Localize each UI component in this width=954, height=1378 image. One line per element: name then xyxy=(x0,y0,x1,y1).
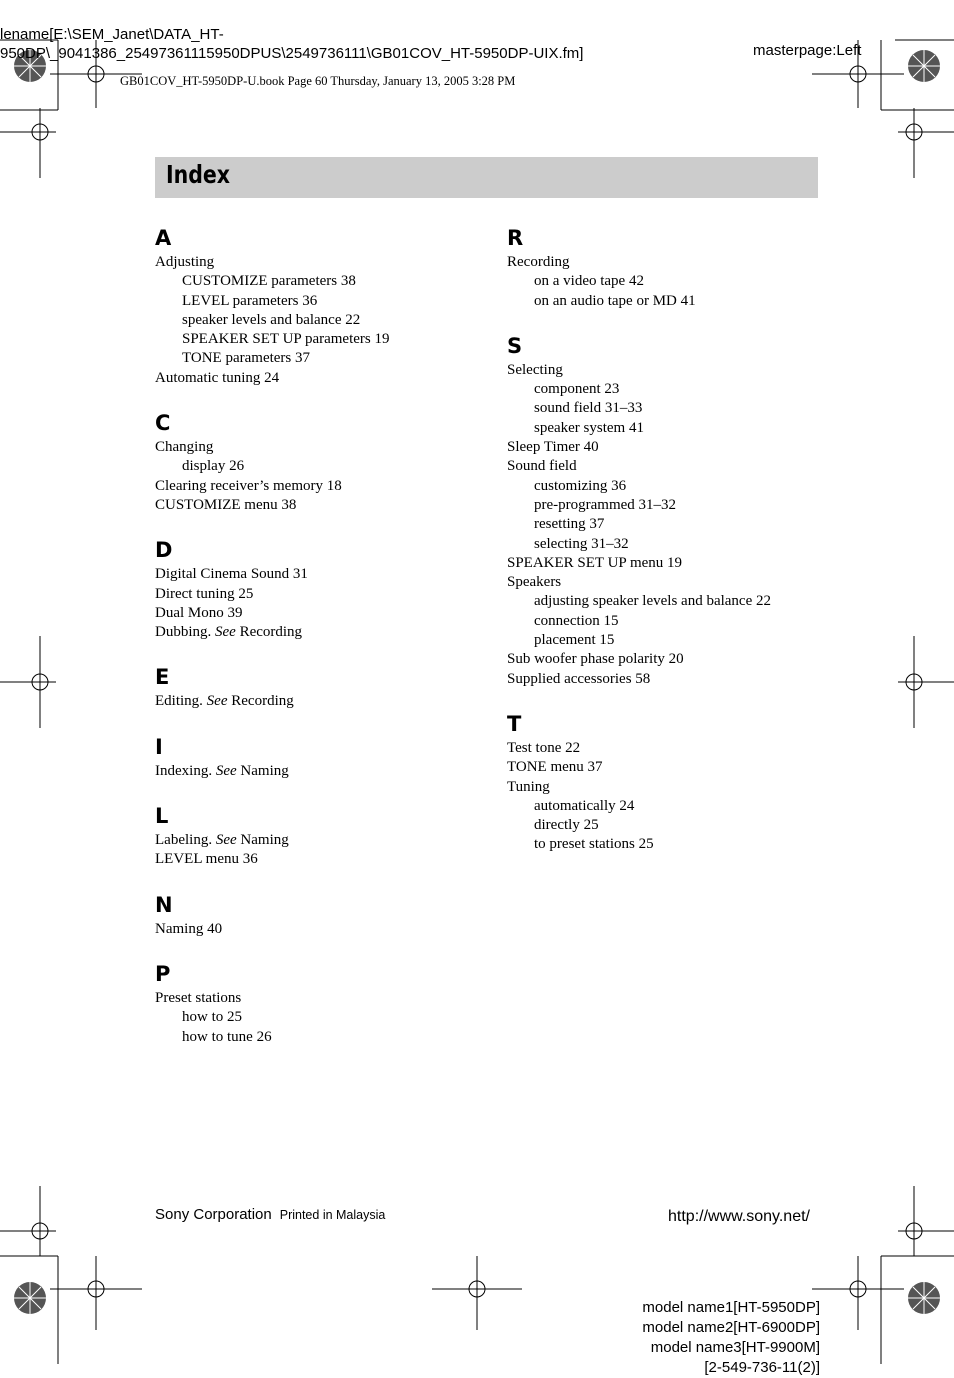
crosshair-bottom-right xyxy=(812,1256,904,1330)
index-column-right xyxy=(507,222,827,874)
crosshair-right-upper xyxy=(898,108,954,178)
index-entry: Preset stations xyxy=(155,989,242,1006)
section-letter: A xyxy=(155,226,172,250)
model-name-line: model name1[HT-5950DP] xyxy=(642,1299,820,1316)
crosshair-right-lower xyxy=(898,1186,954,1256)
index-subentry: LEVEL parameters 36 xyxy=(182,292,318,309)
index-subentry: sound field 31–33 xyxy=(534,400,643,417)
section-letter: C xyxy=(155,411,171,436)
crosshair-bottom-center xyxy=(432,1256,522,1330)
masterpage-label: masterpage:Left xyxy=(753,42,862,59)
filename-line-1: lename[E:\SEM_Janet\DATA_HT- xyxy=(0,26,224,43)
index-section-t xyxy=(507,708,827,855)
index-subentry: customizing 36 xyxy=(534,477,627,494)
section-letter: R xyxy=(507,226,524,250)
index-section-n xyxy=(155,889,475,939)
index-section-r xyxy=(507,222,827,311)
index-section-i xyxy=(155,731,475,781)
index-subentry: how to tune 26 xyxy=(182,1028,272,1045)
index-subentry: automatically 24 xyxy=(534,797,635,814)
filename-line-2: 950DP\_9041386_25497361115950DPUS\2549736111\GB01COV_HT-5950DP-UIX.fm] xyxy=(0,45,584,62)
index-entry: Dubbing. See Recording xyxy=(155,624,303,641)
index-entry: CUSTOMIZE menu 38 xyxy=(155,496,297,513)
index-entry: LEVEL menu 36 xyxy=(155,851,258,868)
index-subentry: resetting 37 xyxy=(534,516,605,533)
index-section-s xyxy=(507,330,827,689)
index-subentry: to preset stations 25 xyxy=(534,836,654,853)
index-entry: Dual Mono 39 xyxy=(155,604,243,621)
index-entry: Sub woofer phase polarity 20 xyxy=(507,651,684,668)
index-subentry: CUSTOMIZE parameters 38 xyxy=(182,273,356,290)
index-subentry: speaker levels and balance 22 xyxy=(182,311,361,328)
website-url[interactable]: http://www.sony.net/ xyxy=(668,1208,810,1225)
index-subentry: on an audio tape or MD 41 xyxy=(534,292,696,309)
index-entry: Clearing receiver’s memory 18 xyxy=(155,477,342,494)
index-entry: Sleep Timer 40 xyxy=(507,439,599,456)
index-subentry: directly 25 xyxy=(534,817,599,834)
index-entry: Indexing. See Naming xyxy=(155,762,289,779)
index-section-l xyxy=(155,800,475,870)
index-entry: Test tone 22 xyxy=(507,739,581,756)
section-letter: I xyxy=(155,734,163,759)
model-name-line: model name2[HT-6900DP] xyxy=(642,1319,820,1336)
index-title-bar xyxy=(155,157,818,198)
model-name-line: model name3[HT-9900M] xyxy=(650,1339,820,1356)
index-subentry: SPEAKER SET UP parameters 19 xyxy=(182,331,390,348)
index-section-p xyxy=(155,958,475,1047)
section-letter: S xyxy=(507,333,523,358)
crosshair-left-lower xyxy=(0,1186,56,1256)
index-subentry: on a video tape 42 xyxy=(534,273,644,290)
section-letter: T xyxy=(507,711,522,736)
index-entry: Recording xyxy=(507,254,570,270)
crosshair-bottom-left xyxy=(50,1256,142,1330)
index-entry: Digital Cinema Sound 31 xyxy=(155,566,308,583)
section-letter: E xyxy=(155,665,170,690)
index-section-c xyxy=(155,407,475,515)
index-subentry: speaker system 41 xyxy=(534,419,644,436)
index-section-d xyxy=(155,534,475,642)
page-title: Index xyxy=(166,160,231,189)
index-entry: TONE menu 37 xyxy=(507,759,603,776)
index-subentry: adjusting speaker levels and balance 22 xyxy=(534,593,771,610)
model-name-line: [2-549-736-11(2)] xyxy=(704,1359,820,1376)
index-entry: Labeling. See Naming xyxy=(155,832,289,849)
index-entry: Speakers xyxy=(507,574,562,591)
index-subentry: placement 15 xyxy=(534,632,615,649)
footer-company-block xyxy=(155,1206,385,1223)
index-entry: Supplied accessories 58 xyxy=(507,670,651,687)
section-letter: N xyxy=(155,892,173,917)
company-name: Sony Corporation xyxy=(155,1206,272,1223)
crosshair-left-middle xyxy=(0,636,56,728)
index-entry: Changing xyxy=(155,439,214,456)
index-subentry: selecting 31–32 xyxy=(534,535,629,552)
printed-in: Printed in Malaysia xyxy=(279,1208,386,1222)
section-letter: L xyxy=(155,804,169,829)
model-names xyxy=(642,1298,820,1378)
index-entry: Tuning xyxy=(507,778,550,795)
index-subentry: display 26 xyxy=(182,458,245,475)
index-entry: SPEAKER SET UP menu 19 xyxy=(507,554,683,571)
index-subentry: how to 25 xyxy=(182,1009,242,1026)
index-entry: Adjusting xyxy=(155,254,215,270)
index-entry: Selecting xyxy=(507,361,563,378)
index-entry: Automatic tuning 24 xyxy=(155,369,280,386)
index-entry: Sound field xyxy=(507,458,577,475)
index-entry: Direct tuning 25 xyxy=(155,585,254,602)
index-subentry: connection 15 xyxy=(534,612,619,629)
index-section-e xyxy=(155,661,475,711)
crosshair-right-middle xyxy=(898,636,954,728)
index-entry: Naming 40 xyxy=(155,920,223,937)
section-letter: P xyxy=(155,961,171,986)
section-letter: D xyxy=(155,538,173,563)
index-subentry: component 23 xyxy=(534,381,620,398)
crosshair-left-upper xyxy=(0,108,56,178)
index-subentry: pre-programmed 31–32 xyxy=(534,496,677,513)
index-section-a xyxy=(155,222,475,388)
index-entry: Editing. See Recording xyxy=(155,693,294,710)
index-column-left xyxy=(155,222,475,1066)
index-subentry: TONE parameters 37 xyxy=(182,350,311,367)
book-info: GB01COV_HT-5950DP-U.book Page 60 Thursday, January 13, 2005 3:28 PM xyxy=(120,74,516,88)
